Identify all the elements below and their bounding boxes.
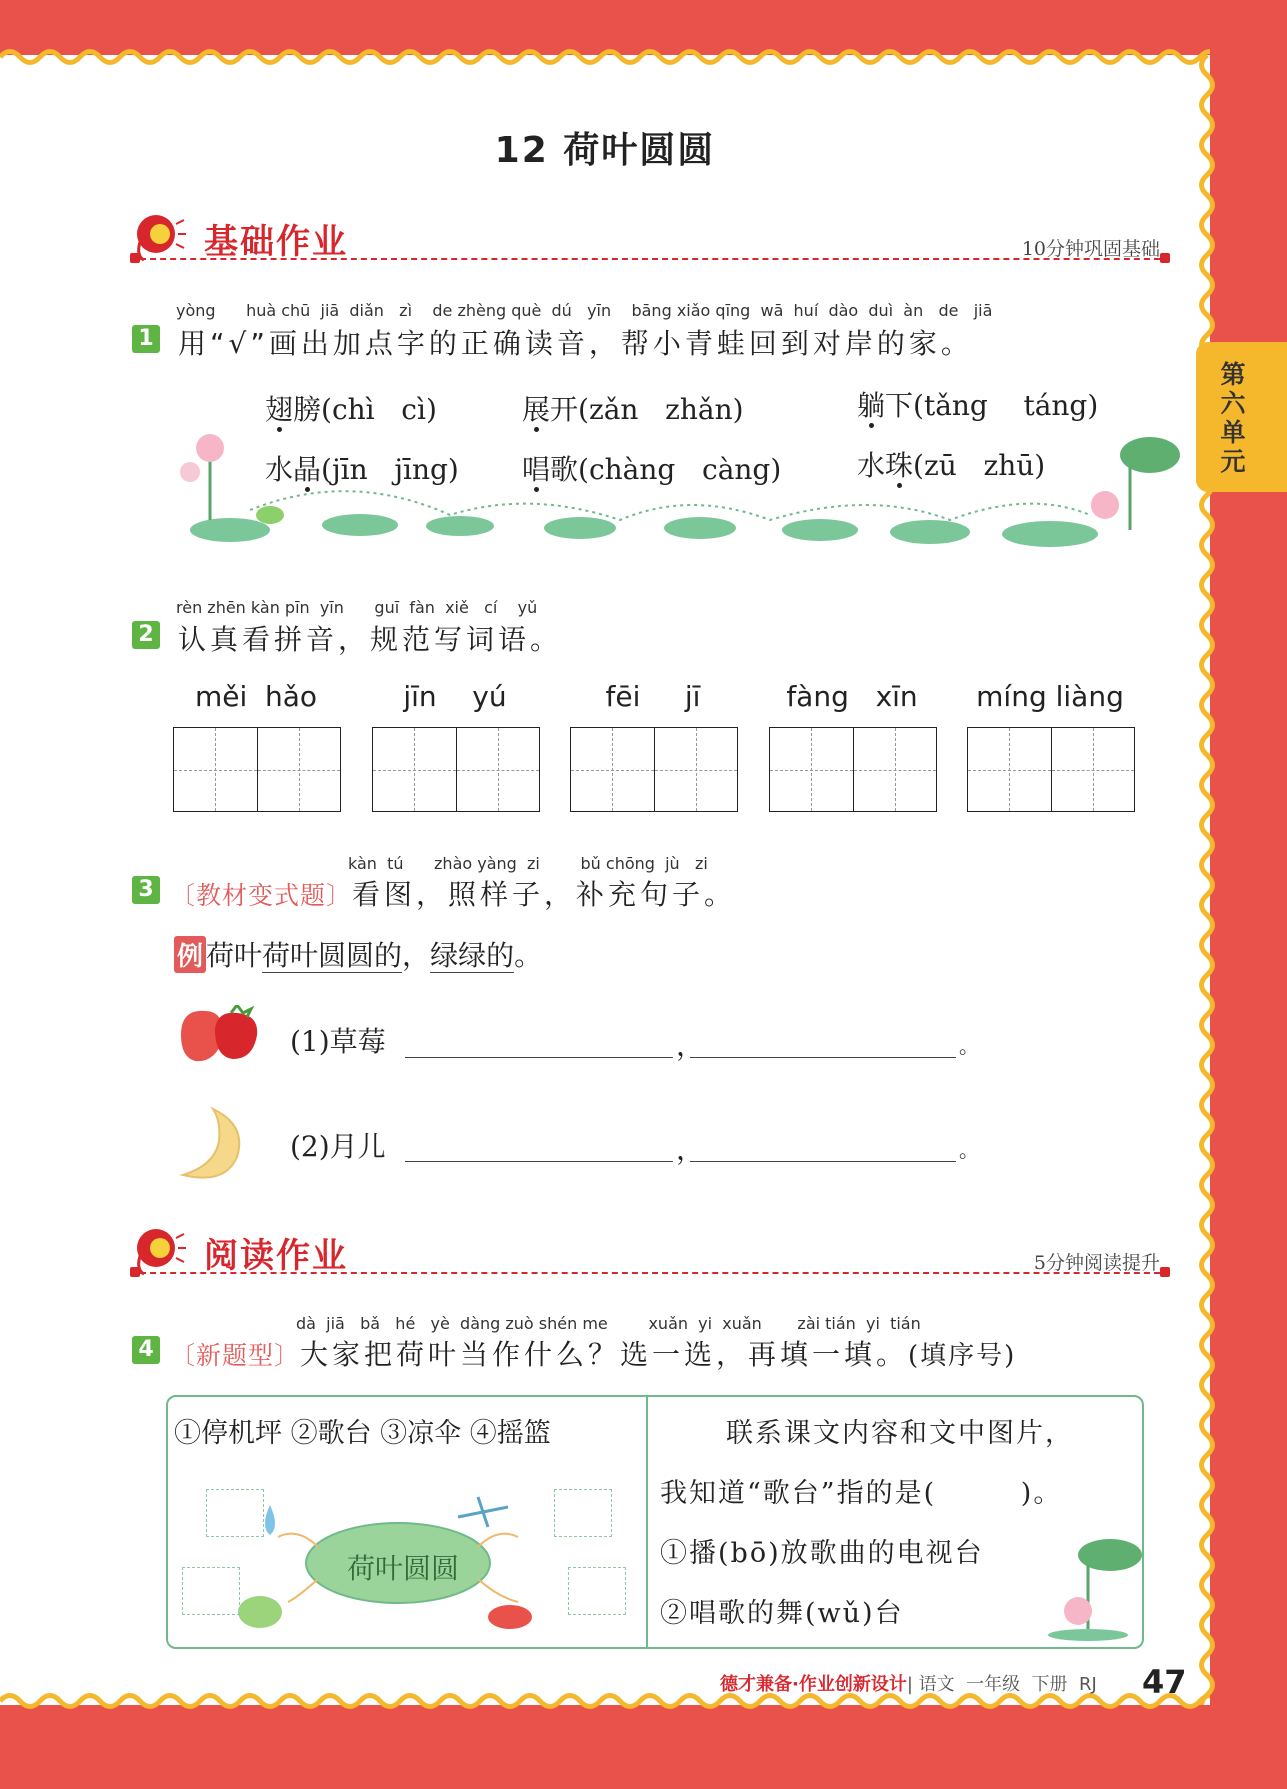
example-separator: ， [402,939,431,972]
section-basic-header [130,212,1170,262]
q4-right-line4: ②唱歌的舞(wǔ)台 [660,1598,904,1629]
q4-right-line2: 我知道“歌台”指的是( )。 [660,1478,1063,1509]
section-basic-label: 基础作业 [204,222,348,262]
lotus-leaf-icon [1048,1535,1144,1643]
writing-grid[interactable] [967,727,1135,812]
q2-pinyin-label: míng liàng [976,680,1124,713]
section-reading-header [130,1226,1170,1276]
q3-example: 例 荷叶荷叶圆圆的，绿绿的。 [174,934,542,974]
answer-box[interactable] [182,1567,240,1615]
footer-info: | 语文 一年级 下册 RJ [906,1674,1097,1695]
answer-blank[interactable] [405,1161,673,1162]
q1-number: 1 [132,325,160,353]
q2-pinyin-label: fēi jī [605,680,701,713]
example-part-b: 绿绿的 [430,939,515,972]
q2-text: 认真看拼音，规范写词语。 [178,623,563,656]
q1-word[interactable]: 唱歌(chàng càng) [522,453,782,486]
section-reading-label: 阅读作业 [204,1236,348,1276]
q2-number: 2 [132,621,160,649]
q2-pinyin-label: měi hǎo [194,680,318,713]
q4-right-line1: 联系课文内容和文中图片， [726,1418,1074,1449]
unit-tab-label: 第六单元 [1220,360,1246,476]
right-wave-border [1196,55,1218,1705]
writing-grid[interactable] [769,727,937,812]
q4-tag: 〔新题型〕 [170,1341,301,1370]
writing-grid[interactable] [173,727,341,812]
q1-pinyin: yòng huà chū jiā diǎn zì de zhèng què dú yīn bāng xiǎo qīng wā huí dào duì àn de jiā [176,301,993,320]
footer [720,1670,1097,1696]
q3-item1-comma: ， [676,1029,705,1062]
footer-brand: 德才兼备·作业创新设计 [720,1674,907,1695]
answer-box[interactable] [206,1489,264,1537]
q4-text: 大家把荷叶当作什么？选一选，再填一填。 [300,1338,909,1371]
q3-pinyin: kàn tú zhào yàng zi bǔ chōng jù zi [348,854,708,873]
divider-dot [130,253,140,263]
panel-divider [646,1397,648,1647]
page-number: 47 [1142,1663,1187,1701]
divider-dot [130,1267,140,1277]
example-mark: 例 [174,936,206,973]
section-divider [130,258,1170,260]
q4-right-line3: ①播(bō)放歌曲的电视台 [660,1538,984,1569]
q1-word[interactable]: 展开(zǎn zhǎn) [522,393,744,426]
q1-word[interactable]: 躺下(tǎng táng) [857,389,1099,422]
lily-pad-path-illustration [170,430,1180,555]
divider-dot [1160,253,1170,263]
divider-dot [1160,1267,1170,1277]
answer-blank[interactable] [690,1057,956,1058]
section-reading-note: 5分钟阅读提升 [1033,1252,1160,1274]
moon-icon [175,1105,247,1183]
q4-panel [166,1395,1144,1649]
strawberry-icon [175,1005,267,1067]
answer-blank[interactable] [690,1161,956,1162]
q4-pinyin: dà jiā bǎ hé yè dàng zuò shén me xuǎn yi xuǎn zài tián yi tián [296,1314,921,1333]
q3-text: 看图，照样子，补充句子。 [352,878,737,911]
q2-pinyin-label: fàng xīn [786,680,918,713]
q3-item1-label: (1)草莓 [290,1025,386,1058]
q3-tag: 〔教材变式题〕 [170,881,353,910]
q3-item2-label: (2)月儿 [290,1130,386,1163]
answer-blank[interactable] [405,1057,673,1058]
q4-hint: (填序号) [908,1341,1017,1371]
section-basic-note: 10分钟巩固基础 [1021,238,1160,260]
section-divider [130,1272,1170,1274]
q3-number: 3 [132,876,160,904]
q3-item2-period: 。 [959,1138,979,1162]
q1-text: 用“√”画出加点字的正确读音，帮小青蛙回到对岸的家。 [178,327,973,360]
top-wave-border [0,46,1210,68]
unit-tab [1196,342,1287,492]
example-end: 。 [514,939,543,972]
q2-pinyin-label: jīn yú [403,680,507,713]
page-title: 12 荷叶圆圆 [494,130,716,171]
q4-number: 4 [132,1336,160,1364]
q1-word[interactable]: 翅膀(chì cì) [265,393,437,426]
answer-box[interactable] [554,1489,612,1537]
writing-grid[interactable] [570,727,738,812]
q1-word[interactable]: 水晶(jīn jīng) [265,453,459,486]
q4-options: ①停机坪 ②歌台 ③凉伞 ④摇篮 [174,1418,551,1449]
q3-item1-period: 。 [959,1034,979,1058]
lotus-center-label: 荷叶圆圆 [346,1552,459,1585]
q2-pinyin: rèn zhēn kàn pīn yīn guī fàn xiě cí yǔ [176,598,538,617]
writing-grid[interactable] [372,727,540,812]
q3-item2-comma: ， [676,1133,705,1166]
q1-word[interactable]: 水珠(zū zhū) [857,449,1046,482]
answer-box[interactable] [568,1567,626,1615]
example-part-a: 荷叶圆圆的 [262,939,403,972]
